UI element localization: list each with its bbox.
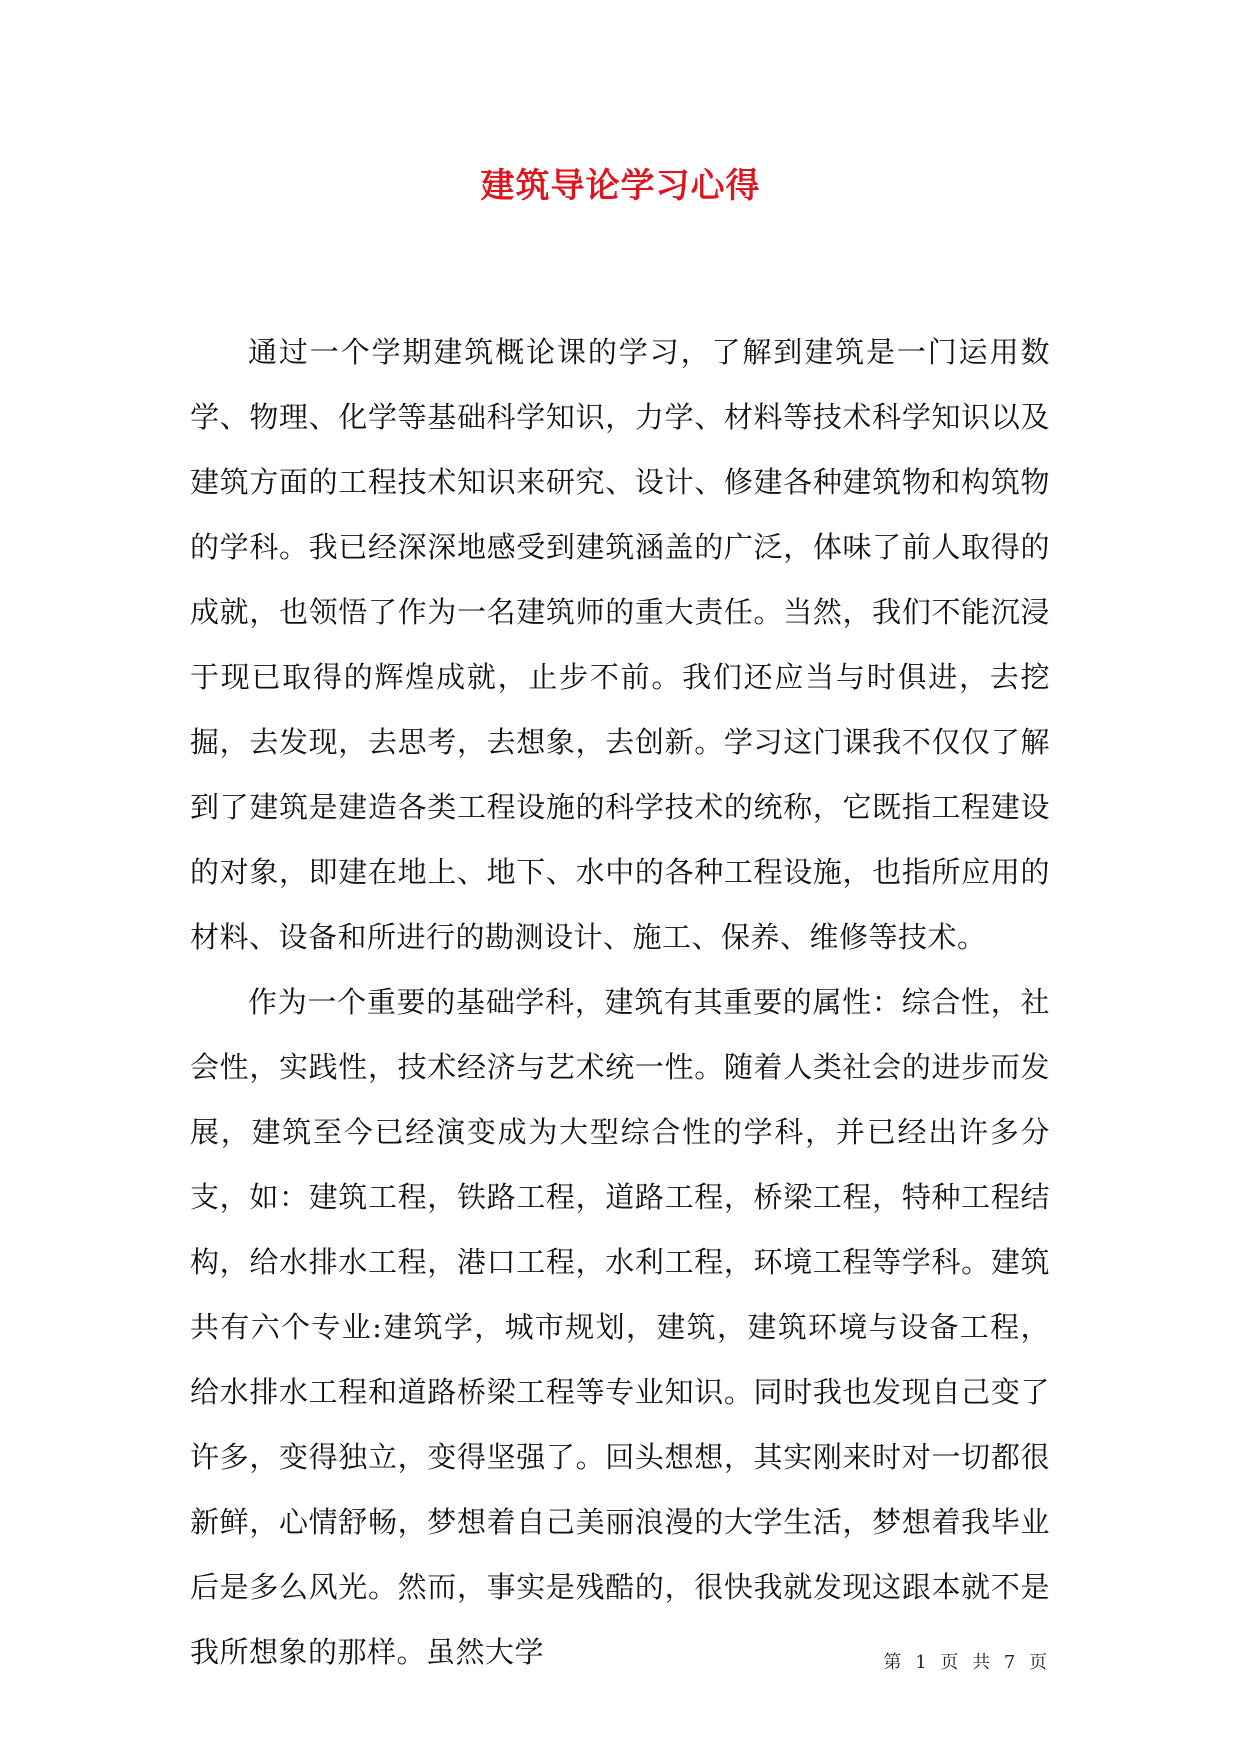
- page-number: 第 1 页 共 7 页: [883, 1652, 1051, 1673]
- document-title: 建筑导论学习心得: [480, 166, 761, 206]
- paragraph-1: 通过一个学期建筑概论课的学习，了解到建筑是一门运用数学、物理、化学等基础科学知识，力学、材料等技术科学知识以及建筑方面的工程技术知识来研究、设计、修建各种建筑物和构筑物的学科。我已经深深地感受到建筑涵盖的广泛，体味了前人取得的成就，也领悟了作为一名建筑师的重大责任。当然，我们不能沉浸于现已取得的辉煌成就，止步不前。我们还应当与时俱进，去挖掘，去发现，去思考，去想象，去创新。学习这门课我不仅仅了解到了建筑是建造各类工程设施的科学技术的统称，它既指工程建设的对象，即建在地上、地下、水中的各种工程设施，也指所应用的材料、设备和所进行的勘测设计、施工、保养、维修等技术。: [190, 335, 1050, 954]
- document-body: [190, 320, 1050, 1685]
- paragraph-2: 作为一个重要的基础学科，建筑有其重要的属性：综合性，社会性，实践性，技术经济与艺术统一性。随着人类社会的进步而发展，建筑至今已经演变成为大型综合性的学科，并已经出许多分支，如：建筑工程，铁路工程，道路工程，桥梁工程，特种工程结构，给水排水工程，港口工程，水利工程，环境工程等学科。建筑共有六个专业:建筑学，城市规划，建筑，建筑环境与设备工程，给水排水工程和道路桥梁工程等专业知识。同时我也发现自己变了许多，变得独立，变得坚强了。回头想想，其实刚来时对一切都很新鲜，心情舒畅，梦想着自己美丽浪漫的大学生活，梦想着我毕业后是多么风光。然而，事实是残酷的，很快我就发现这跟本就不是我所想象的那样。虽然大学: [190, 985, 1050, 1669]
